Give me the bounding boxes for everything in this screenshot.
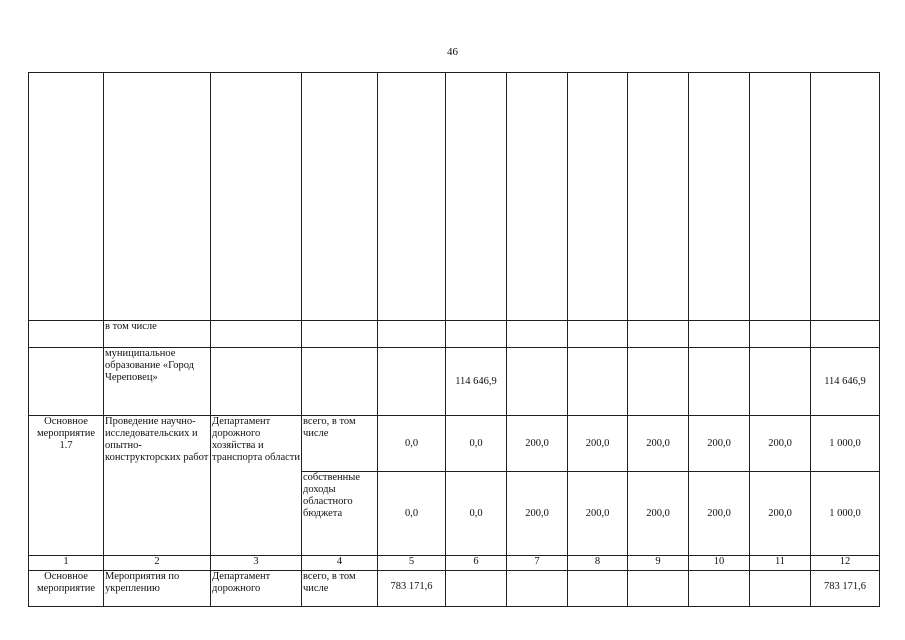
table-cell xyxy=(628,571,689,607)
table-row-continuation xyxy=(29,73,880,321)
table-cell xyxy=(568,321,628,348)
next-measure-executor: Департамент дорожного xyxy=(211,571,302,607)
total-value: 200,0 xyxy=(689,416,750,472)
total-value: 200,0 xyxy=(568,416,628,472)
column-number: 11 xyxy=(750,556,811,571)
table-cell xyxy=(378,321,446,348)
table-cell xyxy=(568,73,628,321)
total-value: 0,0 xyxy=(378,416,446,472)
table-cell xyxy=(302,73,378,321)
table-row-municipal xyxy=(29,348,880,416)
table-cell xyxy=(628,348,689,416)
next-measure-value-col5: 783 171,6 xyxy=(378,571,446,607)
table-cell xyxy=(750,73,811,321)
table-cell xyxy=(689,348,750,416)
column-number: 8 xyxy=(568,556,628,571)
next-measure-total-label: всего, в том числе xyxy=(302,571,378,607)
own-revenue-value: 200,0 xyxy=(689,472,750,556)
measure-1-7-total-label: всего, в том числе xyxy=(302,416,378,472)
table-cell xyxy=(811,321,880,348)
table-cell xyxy=(507,321,568,348)
table-cell xyxy=(446,571,507,607)
own-revenue-value: 1 000,0 xyxy=(811,472,880,556)
measure-1-7-description: Проведение научно-исследовательских и опытно-конструкторских работ xyxy=(104,416,211,556)
table-cell xyxy=(811,73,880,321)
table-cell xyxy=(507,571,568,607)
table-cell xyxy=(29,73,104,321)
measure-1-7-title: Основное мероприятие 1.7 xyxy=(29,416,104,556)
own-revenue-value: 200,0 xyxy=(568,472,628,556)
column-number: 7 xyxy=(507,556,568,571)
total-value: 0,0 xyxy=(446,416,507,472)
own-revenue-value: 200,0 xyxy=(507,472,568,556)
table-cell xyxy=(689,571,750,607)
table-cell xyxy=(750,348,811,416)
column-number: 3 xyxy=(211,556,302,571)
municipal-value-col12: 114 646,9 xyxy=(811,348,880,416)
table-cell xyxy=(507,348,568,416)
table-cell xyxy=(446,321,507,348)
table-cell xyxy=(211,321,302,348)
total-value: 200,0 xyxy=(507,416,568,472)
column-number: 5 xyxy=(378,556,446,571)
municipal-value-col6: 114 646,9 xyxy=(446,348,507,416)
own-revenue-label: собственные доходы областного бюджета xyxy=(302,472,378,556)
next-measure-description: Мероприятия по укреплению xyxy=(104,571,211,607)
measure-1-7-executor: Департамент дорожного хозяйства и транспорта области xyxy=(211,416,302,556)
column-number: 2 xyxy=(104,556,211,571)
municipal-label: муниципальное образование «Город Череповец» xyxy=(104,348,211,416)
page-number: 46 xyxy=(447,46,458,58)
table-cell xyxy=(29,348,104,416)
table-cell xyxy=(446,73,507,321)
table-cell xyxy=(568,348,628,416)
own-revenue-value: 200,0 xyxy=(628,472,689,556)
table-cell xyxy=(378,348,446,416)
table-cell xyxy=(211,348,302,416)
table-cell xyxy=(211,73,302,321)
table-cell xyxy=(750,571,811,607)
table-cell xyxy=(750,321,811,348)
column-number: 10 xyxy=(689,556,750,571)
total-value: 200,0 xyxy=(750,416,811,472)
table-row-next-measure xyxy=(29,571,880,607)
budget-table xyxy=(28,72,880,607)
table-cell xyxy=(628,321,689,348)
own-revenue-value: 0,0 xyxy=(378,472,446,556)
column-number: 12 xyxy=(811,556,880,571)
table-cell xyxy=(104,73,211,321)
next-measure-title: Основное мероприятие xyxy=(29,571,104,607)
own-revenue-value: 0,0 xyxy=(446,472,507,556)
table-cell xyxy=(507,73,568,321)
table-cell xyxy=(29,321,104,348)
table-cell xyxy=(378,73,446,321)
table-cell xyxy=(568,571,628,607)
table-row-column-numbers xyxy=(29,556,880,571)
column-number: 4 xyxy=(302,556,378,571)
column-number: 1 xyxy=(29,556,104,571)
column-number: 6 xyxy=(446,556,507,571)
table-cell xyxy=(302,321,378,348)
table-cell xyxy=(628,73,689,321)
total-value: 1 000,0 xyxy=(811,416,880,472)
table-cell xyxy=(689,321,750,348)
table-cell xyxy=(689,73,750,321)
vtom-label: в том числе xyxy=(104,321,211,348)
total-value: 200,0 xyxy=(628,416,689,472)
column-number: 9 xyxy=(628,556,689,571)
next-measure-value-col12: 783 171,6 xyxy=(811,571,880,607)
table-cell xyxy=(302,348,378,416)
table-row-measure-1-7-total xyxy=(29,416,880,472)
table-row-vtom xyxy=(29,321,880,348)
own-revenue-value: 200,0 xyxy=(750,472,811,556)
